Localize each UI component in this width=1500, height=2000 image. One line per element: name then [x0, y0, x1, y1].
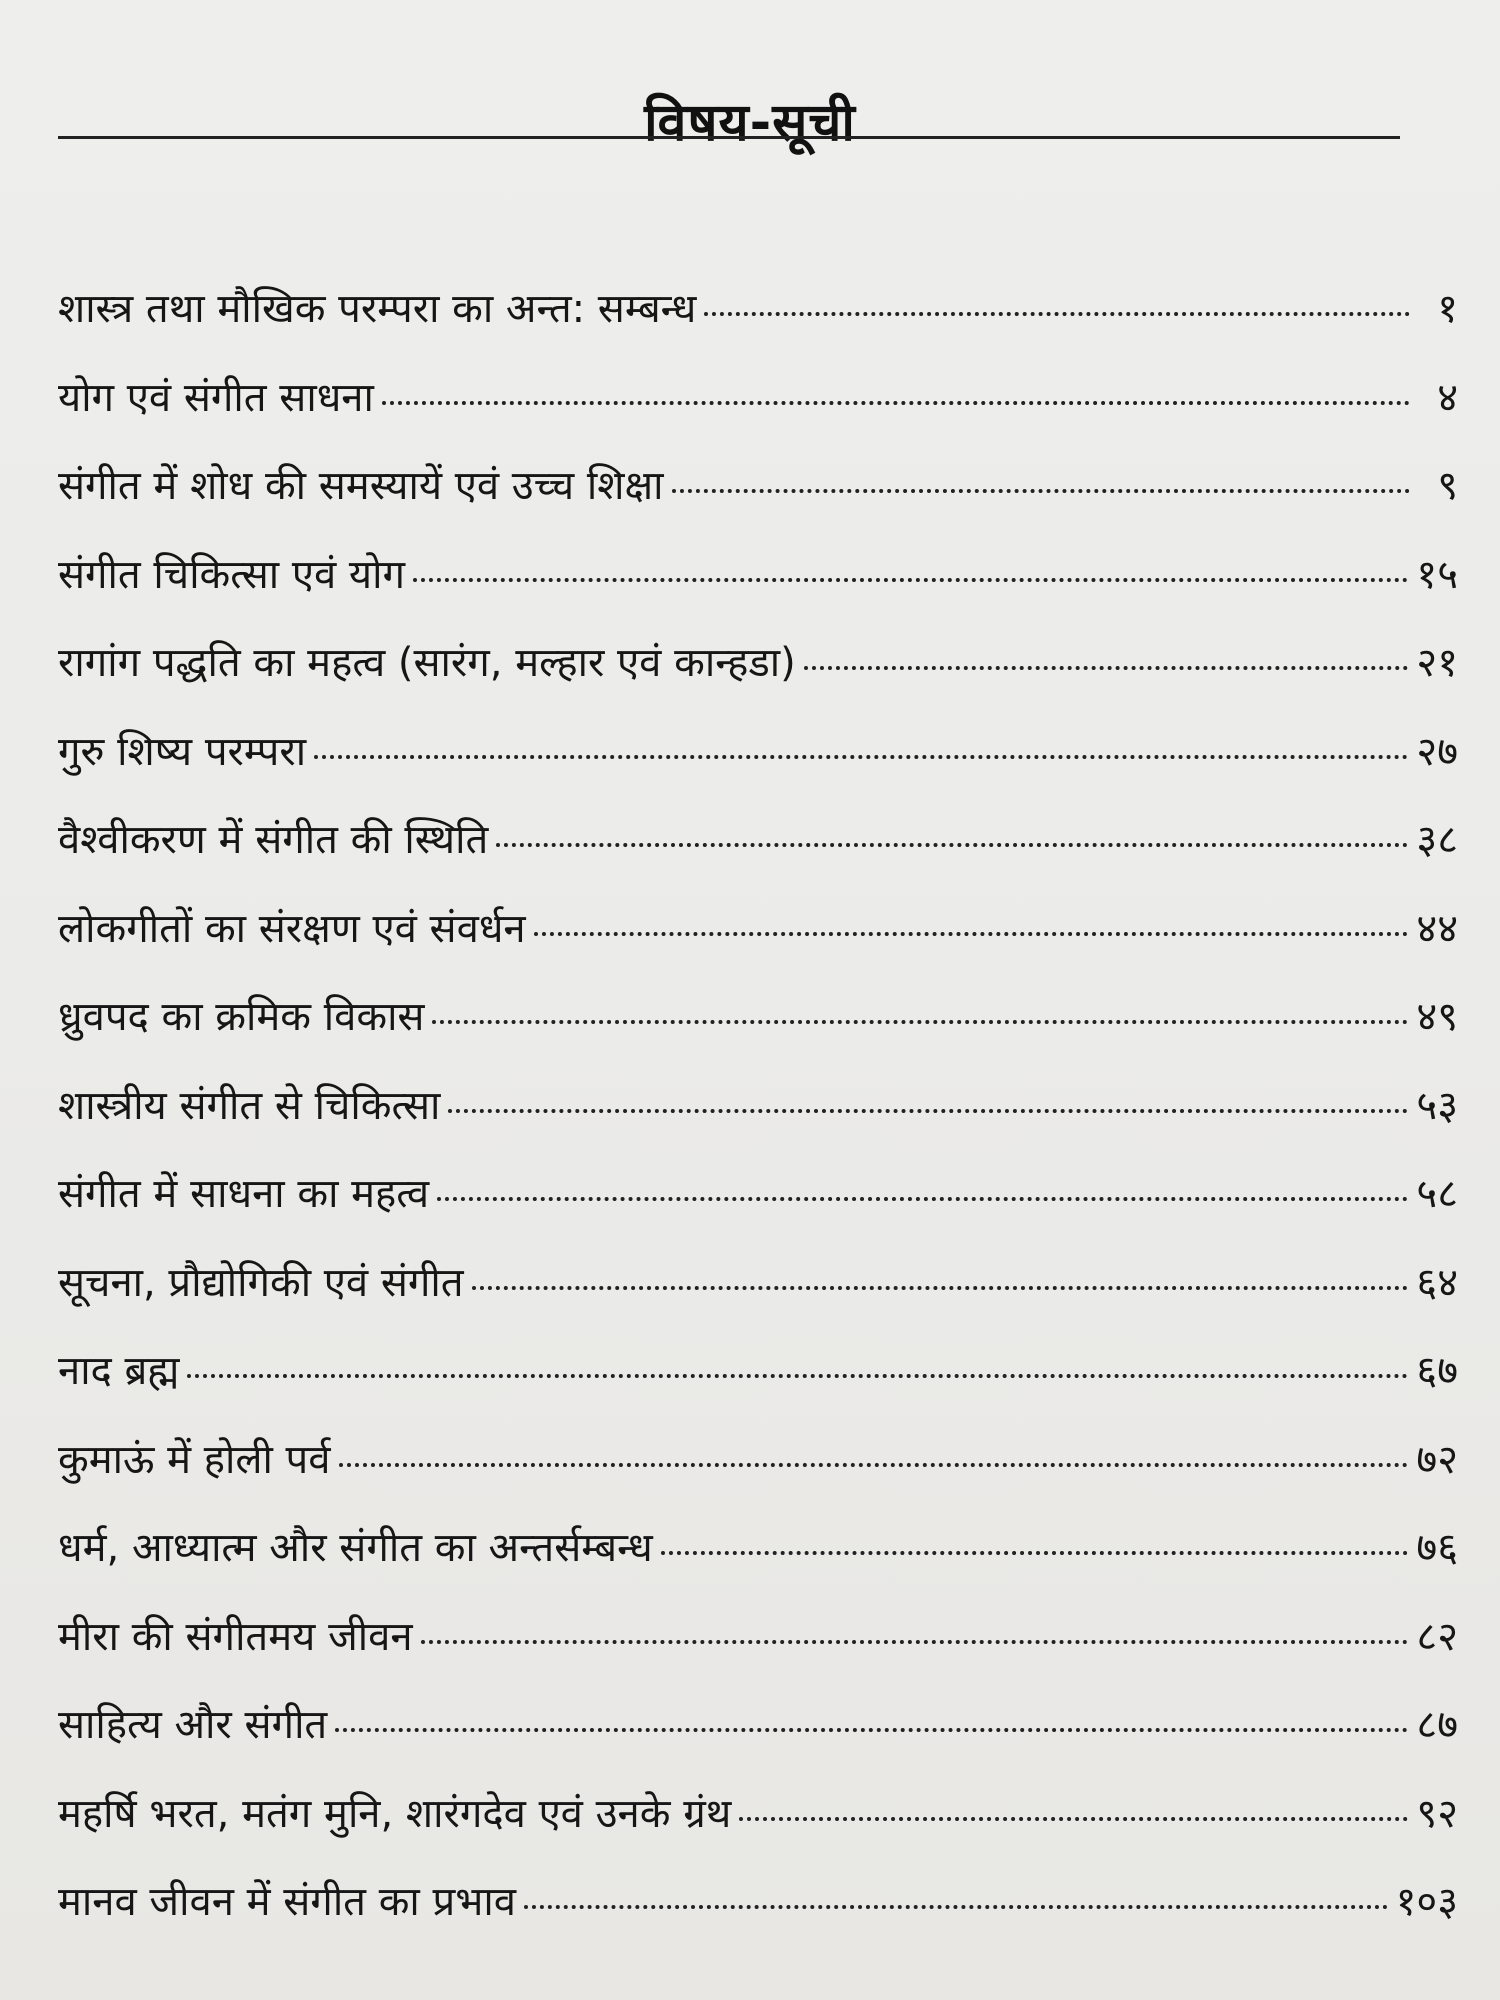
dot-leader — [496, 843, 1408, 847]
toc-entry-title: मानव जीवन में संगीत का प्रभाव — [58, 1879, 516, 1925]
toc-entry-title: महर्षि भरत, मतंग मुनि, शारंगदेव एवं उनके ग्रंथ — [58, 1790, 732, 1837]
toc-entry — [58, 531, 1458, 620]
toc-entry-page: ६४ — [1416, 1259, 1458, 1306]
toc-entry-page: ७६ — [1416, 1525, 1458, 1571]
dot-leader — [524, 1905, 1388, 1909]
dot-leader — [672, 489, 1410, 493]
dot-leader — [382, 401, 1410, 405]
toc-entry — [58, 1593, 1458, 1682]
toc-entry-page: २७ — [1416, 728, 1458, 775]
toc-entry-title: शास्त्रीय संगीत से चिकित्सा — [58, 1082, 441, 1129]
toc-entry-page: ६७ — [1416, 1348, 1458, 1394]
dot-leader — [739, 1817, 1408, 1821]
toc-entry-page: ५३ — [1416, 1082, 1458, 1129]
dot-leader — [314, 755, 1408, 759]
title-rule — [58, 136, 1400, 139]
toc-entry-title: ध्रुवपद का क्रमिक विकास — [58, 994, 425, 1040]
dot-leader — [804, 666, 1409, 670]
dot-leader — [472, 1286, 1409, 1290]
toc-entry-title: रागांग पद्धति का महत्व (सारंग, मल्हार एवं कान्हडा) — [58, 640, 796, 686]
toc-entry — [58, 1770, 1458, 1859]
dot-leader — [448, 1109, 1408, 1113]
dot-leader — [432, 1020, 1408, 1024]
toc-entry-title: शास्त्र तथा मौखिक परम्परा का अन्त: सम्बन्ध — [58, 286, 697, 332]
toc-entry-page: १ — [1437, 286, 1458, 332]
dot-leader — [335, 1728, 1408, 1732]
toc-entry — [58, 619, 1458, 708]
toc-entry — [58, 708, 1458, 797]
toc-entry-page: २१ — [1416, 640, 1458, 686]
toc-entry-title: धर्म, आध्यात्म और संगीत का अन्तर्सम्बन्ध — [58, 1525, 653, 1571]
toc-entry-title: योग एवं संगीत साधना — [58, 374, 374, 421]
toc-entry-page: ८७ — [1416, 1702, 1458, 1748]
toc-entry-page: ९२ — [1416, 1790, 1458, 1837]
toc-entry-title: संगीत चिकित्सा एवं योग — [58, 551, 405, 598]
dot-leader — [413, 578, 1408, 582]
toc-entry — [58, 1504, 1458, 1593]
toc-entry-title: लोकगीतों का संरक्षण एवं संवर्धन — [58, 905, 526, 952]
toc-entry-page: ४९ — [1416, 994, 1458, 1040]
page-title: विषय-सूची — [644, 92, 856, 153]
toc-entry-title: संगीत में साधना का महत्व — [58, 1171, 430, 1217]
table-of-contents — [58, 265, 1458, 1947]
toc-entry — [58, 1062, 1458, 1151]
toc-entry — [58, 1239, 1458, 1328]
dot-leader — [437, 1197, 1408, 1201]
toc-entry-page: ४४ — [1416, 905, 1458, 952]
dot-leader — [421, 1640, 1409, 1644]
toc-entry — [58, 885, 1458, 974]
toc-entry — [58, 1416, 1458, 1505]
toc-entry-page: ८२ — [1416, 1613, 1458, 1660]
toc-entry — [58, 1150, 1458, 1239]
toc-entry — [58, 1327, 1458, 1416]
dot-leader — [534, 932, 1409, 936]
dot-leader — [187, 1374, 1408, 1378]
toc-entry-page: १०३ — [1395, 1879, 1458, 1925]
toc-entry-title: नाद ब्रह्म — [58, 1348, 180, 1394]
toc-entry — [58, 973, 1458, 1062]
toc-entry — [58, 442, 1458, 531]
dot-leader — [661, 1551, 1409, 1555]
toc-entry-title: साहित्य और संगीत — [58, 1702, 328, 1748]
toc-entry — [58, 1681, 1458, 1770]
toc-entry-page: ४ — [1437, 374, 1458, 421]
toc-entry-title: कुमाऊं में होली पर्व — [58, 1436, 331, 1483]
toc-entry-page: ७२ — [1416, 1436, 1458, 1483]
dot-leader — [704, 312, 1410, 316]
toc-entry-page: ५८ — [1416, 1171, 1458, 1217]
toc-entry — [58, 796, 1458, 885]
toc-entry-title: मीरा की संगीतमय जीवन — [58, 1613, 413, 1660]
toc-entry-title: गुरु शिष्य परम्परा — [58, 728, 307, 775]
toc-entry-page: ९ — [1437, 463, 1458, 509]
toc-entry-page: ३८ — [1416, 817, 1458, 863]
toc-entry-page: १५ — [1416, 551, 1458, 598]
toc-entry — [58, 354, 1458, 443]
toc-entry-title: संगीत में शोध की समस्यायें एवं उच्च शिक्षा — [58, 463, 664, 509]
toc-entry-title: सूचना, प्रौद्योगिकी एवं संगीत — [58, 1259, 464, 1306]
toc-entry — [58, 265, 1458, 354]
toc-entry-title: वैश्वीकरण में संगीत की स्थिति — [58, 817, 489, 863]
toc-entry — [58, 1858, 1458, 1947]
dot-leader — [339, 1463, 1409, 1467]
